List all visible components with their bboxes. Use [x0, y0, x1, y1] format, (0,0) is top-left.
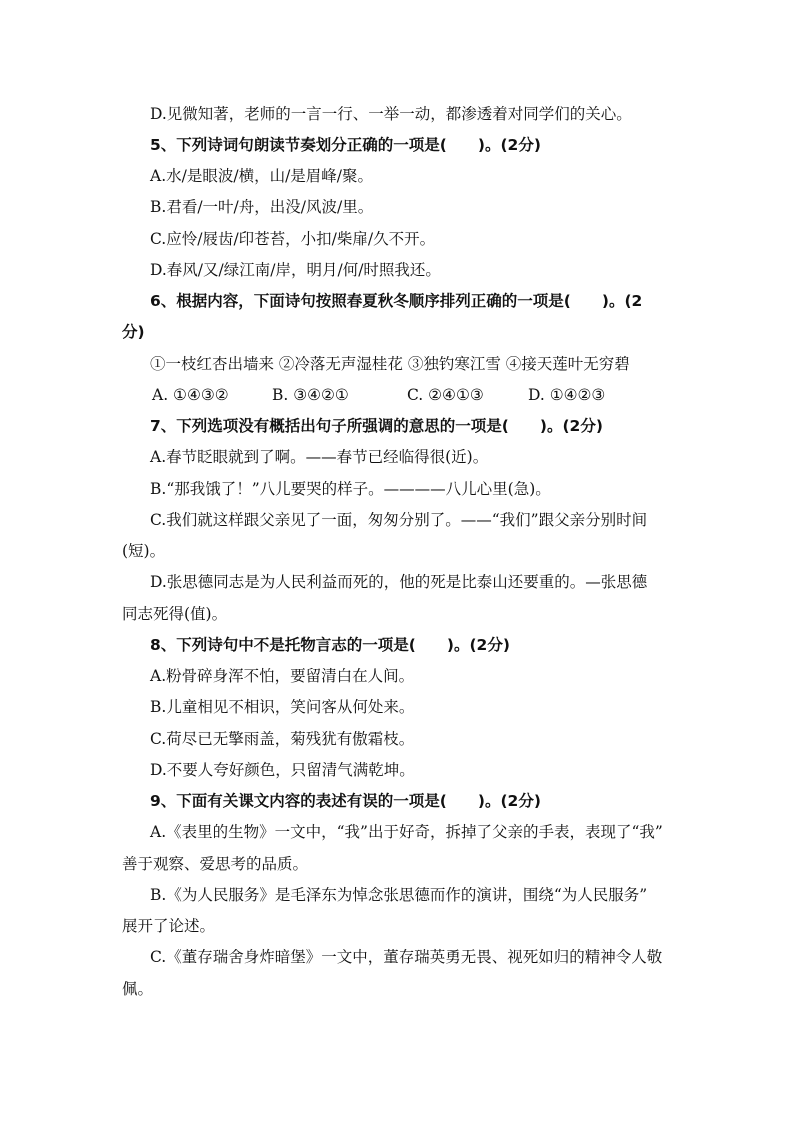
question-6-line-1: 6、根据内容，下面诗句按照春夏秋冬顺序排列正确的一项是( )。(2 [150, 292, 643, 310]
question-7: 7、下列选项没有概括出句子所强调的意思的一项是( )。(2分) [150, 417, 603, 435]
q9-option-a-line-2: 善于观察、爱思考的品质。 [122, 855, 309, 873]
q8-option-c: C.荷尽已无擎雨盖，菊残犹有傲霜枝。 [150, 730, 415, 748]
q9-option-b-line-1: B.《为人民服务》是毛泽东为悼念张思德而作的演讲，围绕“为人民服务” [150, 886, 648, 904]
q5-option-c: C.应怜/屐齿/印苍苔，小扣/柴扉/久不开。 [150, 230, 436, 248]
q9-option-a-line-1: A.《表里的生物》一文中，“我”出于好奇，拆掉了父亲的手表，表现了“我” [150, 823, 663, 841]
q6-poem-list: ①一枝红杏出墙来 ②冷落无声湿桂花 ③独钓寒江雪 ④接天莲叶无穷碧 [150, 355, 630, 373]
q7-option-d-line-2: 同志死得(值)。 [122, 605, 228, 623]
q7-option-d-line-1: D.张思德同志是为人民利益而死的，他的死是比泰山还要重的。—张思德 [150, 573, 648, 591]
q6-option-d: D. ①④②③ [528, 386, 606, 404]
q6-option-c: C. ②④①③ [407, 386, 484, 404]
q5-option-b: B.君看/一叶/舟，出没/风波/里。 [150, 198, 374, 216]
q6-option-b: B. ③④②① [272, 386, 349, 404]
q5-option-a: A.水/是眼波/横，山/是眉峰/聚。 [150, 167, 374, 185]
q5-option-d: D.春风/又/绿江南/岸，明月/何/时照我还。 [150, 261, 441, 279]
question-6-line-2: 分) [122, 323, 145, 341]
q8-option-b: B.儿童相见不相识，笑问客从何处来。 [150, 698, 415, 716]
q7-option-a: A.春节眨眼就到了啊。——春节已经临得很(近)。 [150, 448, 489, 466]
q7-option-b: B.“那我饿了！”八儿要哭的样子。————八儿心里(急)。 [150, 480, 551, 498]
q9-option-b-line-2: 展开了论述。 [122, 917, 216, 935]
q6-option-a: A. ①④③② [152, 386, 229, 404]
question-9: 9、下面有关课文内容的表述有误的一项是( )。(2分) [150, 792, 541, 810]
q9-option-c-line-1: C.《董存瑞舍身炸暗堡》一文中，董存瑞英勇无畏、视死如归的精神令人敬 [150, 948, 663, 966]
q7-option-c-line-1: C.我们就这样跟父亲见了一面，匆匆分别了。——“我们”跟父亲分别时间 [150, 511, 648, 529]
question-8: 8、下列诗句中不是托物言志的一项是( )。(2分) [150, 636, 510, 654]
q9-option-c-line-2: 佩。 [122, 980, 154, 998]
q7-option-c-line-2: (短)。 [122, 542, 166, 560]
q8-option-d: D.不要人夸好颜色，只留清气满乾坤。 [150, 761, 415, 779]
q4-option-d: D.见微知著，老师的一言一行、一举一动，都渗透着对同学们的关心。 [150, 105, 632, 123]
question-5: 5、下列诗词句朗读节奏划分正确的一项是( )。(2分) [150, 136, 541, 154]
q8-option-a: A.粉骨碎身浑不怕，要留清白在人间。 [150, 667, 415, 685]
